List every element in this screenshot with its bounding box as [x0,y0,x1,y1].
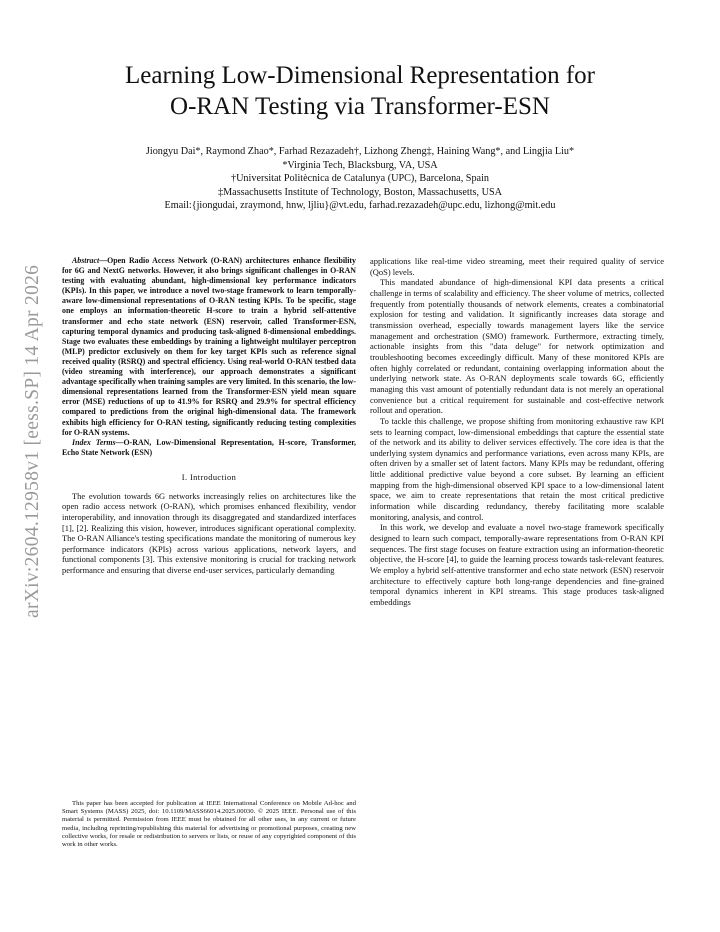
arxiv-watermark [22,258,42,618]
intro-paragraph-4: To tackle this challenge, we propose shifting from monitoring exhaustive raw KPI sets to learning compact, low-dimensional embeddings that capture the essential state of the network and its ability to deliver services effectively. The core idea is that the underlying system dynamics and performance variations, even across many KPIs, are often driven by a smaller set of latent factors. Many KPIs may be redundant, offering little additional predictive value beyond a core subset. By learning an efficient mapping from the high-dimensional observed KPI space to a low-dimensional latent space, we aim to create representations that retain the most critical predictive information while discarding redundancy, thereby facilitating more scalable monitoring, analysis, and control. [370,415,664,522]
affiliation-1: *Virginia Tech, Blacksburg, VA, USA [282,159,438,171]
paper-title [40,60,680,122]
title-line-1: Learning Low-Dimensional Representation for [125,62,595,89]
abstract [62,256,356,438]
arxiv-stamp-text: arXiv:2604.12958v1 [eess.SP] 14 Apr 2026 [22,264,43,618]
footnote-text: This paper has been accepted for publication at IEEE International Conference on Mobile Ad-hoc and Smart Systems (MASS) 2025, doi: 10.1109/MASS66014.2025.00030. © 2025 IEEE. Personal use of this material is permitted. Permission from IEEE must be obtained for all other uses, in any current or future media, including reprinting/republishing this material for advertising or promotional purposes, creating new collective works, for resale or redistribution to servers or lists, or reuse of any copyrighted component of this work in other works. [62,800,356,849]
abstract-label: Abstract [72,256,100,265]
author-block [40,145,680,213]
section-heading: I. Introduction [181,472,237,482]
left-column [62,256,356,576]
right-column [370,256,664,608]
author-names: Jiongyu Dai*, Raymond Zhao*, Farhad Rezazadeh†, Lizhong Zheng‡, Haining Wang*, and Lingjia Liu* [145,146,575,157]
intro-paragraph-2: applications like real-time video streaming, meet their required quality of service (QoS) levels. [370,256,664,277]
email-line: Email:{jiongudai, zraymond, hnw, ljliu}@vt.edu, farhad.rezazadeh@upc.edu, lizhong@mit.edu [164,200,556,211]
index-terms-label: Index Terms [72,437,116,447]
intro-paragraph-5: In this work, we develop and evaluate a novel two-stage framework specifically designed to learn such compact, temporally-aware representations from O-RAN KPI sequences. The first stage focuses on feature extraction using an information-theoretic objective, the H-score [4], to guide the learning process towards task-relevant features. We employ a hybrid self-attentive transformer and echo state network (ESN) reservoir architecture to effectively capture both long-range dependencies and fine-grained temporal dynamics inherent in KPI streams. This stage produces task-aligned embeddings [370,522,664,607]
copyright-footnote [62,800,356,849]
abstract-text: —Open Radio Access Network (O-RAN) architectures enhance flexibility for 6G and NextG networks. However, it also brings significant challenges in O-RAN testing with evaluating abundant, high-dimensional key performance indicators (KPIs). In this paper, we introduce a novel two-stage framework to learn temporally-aware low-dimensional representations of O-RAN testing KPIs. To be specific, stage one employs an information-theoretic H-score to train a hybrid self-attentive transformer and echo state network (ESN) reservoir, called Transformer-ESN, capturing temporal dynamics and producing task-aligned 8-dimensional embeddings. Stage two evaluates these embeddings by training a lightweight multilayer perceptron (MLP) predictor exclusively on them for key target KPIs such as reference signal received quality (RSRQ) and spectral efficiency. Using real-world O-RAN testbed data (video streaming with interference), our approach demonstrates a significant advantage specifically when training samples are very limited. In this scenario, the low-dimensional representations learned from the Transformer-ESN yield mean square error (MSE) reductions of up to 41.9% for RSRQ and 29.9% for spectral efficiency compared to predictions from the original high-dimensional data. The framework exhibits high efficiency for O-RAN testing, significantly reducing testing complexities for O-RAN systems. [62,256,356,437]
affiliation-2: †Universitat Politècnica de Catalunya (UPC), Barcelona, Spain [230,173,489,184]
index-terms-text: —O-RAN, Low-Dimensional Representation, H-score, Transformer, Echo State Network (ESN) [62,437,357,457]
affiliation-3: ‡Massachusetts Institute of Technology, Boston, Massachusetts, USA [218,186,502,198]
intro-paragraph-3: This mandated abundance of high-dimensional KPI data presents a critical challenge in terms of scalability and efficiency. The sheer volume of metrics, collected frequently from potentially thousands of network elements, creates a combinatorial explosion for testing and validation. It significantly increases data storage and transmission overhead, especially towards management layers like the service management and orchestration (SMO) framework. Furthermore, extracting timely, actionable insights from this "data deluge" for network optimization and troubleshooting becomes exceedingly difficult. Many of these monitored KPIs are often highly correlated or redundant, containing overlapping information about the underlying network state. As O-RAN deployments scale towards 6G, efficiently managing this vast amount of potentially redundant data is not merely an operational convenience but a critical requirement for sustainable and cost-effective network rollout and operation. [370,277,664,416]
title-line-2: O-RAN Testing via Transformer-ESN [170,93,550,120]
intro-paragraph-1: The evolution towards 6G networks increasingly relies on architectures like the open radio access network (O-RAN), which promises enhanced flexibility, vendor interoperability, and innovation through its disaggregated and standardized interfaces [1], [2]. Realizing this vision, however, introduces significant operational complexity. The O-RAN Alliance's testing specifications mandate the monitoring of numerous key performance indicators (KPIs) across various applications, network layers, and functional components [3]. This extensive monitoring is crucial for tracking network performance and ensuring that diverse end-user services, particularly demanding [62,490,356,576]
index-terms [62,438,356,458]
